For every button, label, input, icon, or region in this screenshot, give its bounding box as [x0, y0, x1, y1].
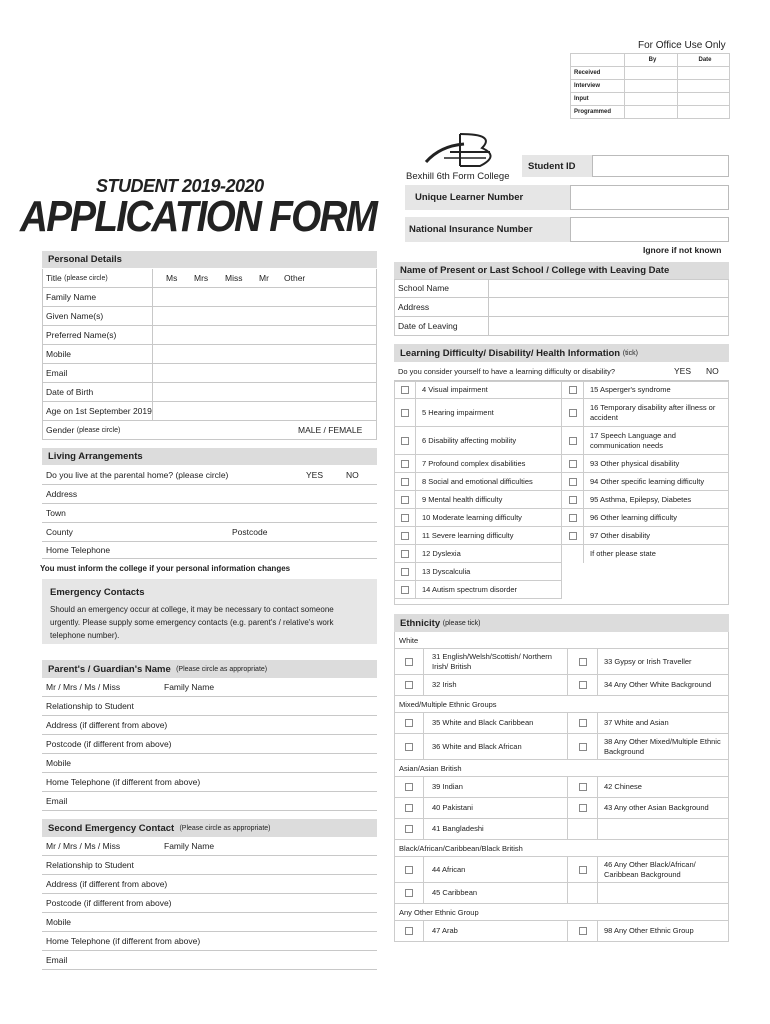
title-option-ms[interactable]: Ms	[166, 273, 178, 283]
checkbox-icon[interactable]	[401, 568, 409, 576]
ethnicity-option-label: 41 Bangladeshi	[424, 819, 568, 840]
ethnicity-heading: Ethnicity (please tick)	[394, 614, 729, 632]
school-name-field[interactable]: School Name	[394, 279, 729, 298]
guardian-home-tel-field[interactable]: Home Telephone (if different from above)	[42, 773, 377, 792]
gender-note: (please circle)	[76, 426, 121, 434]
title-note: (please circle)	[64, 274, 108, 282]
checkbox-icon[interactable]	[405, 783, 413, 791]
checkbox-icon[interactable]	[405, 825, 413, 833]
learning-yes[interactable]: YES	[674, 366, 692, 376]
second-mobile-field[interactable]: Mobile	[42, 913, 377, 932]
title-option-miss[interactable]: Miss	[225, 273, 243, 283]
college-name: Bexhill 6th Form College	[406, 171, 510, 182]
ethnicity-option-label: 36 White and Black African	[424, 734, 568, 760]
checkbox-icon[interactable]	[401, 460, 409, 468]
ethnicity-checkbox-cell[interactable]	[394, 883, 424, 904]
learning-checkbox-cell[interactable]	[394, 381, 416, 399]
learning-checkbox-cell[interactable]	[562, 509, 584, 527]
learning-checkbox-cell[interactable]	[394, 491, 416, 509]
guardian-email-field[interactable]: Email	[42, 792, 377, 811]
checkbox-icon[interactable]	[405, 889, 413, 897]
checkbox-icon[interactable]	[401, 386, 409, 394]
second-contact-note: (Please circle as appropriate)	[179, 824, 271, 832]
second-home-tel-field[interactable]: Home Telephone (if different from above)	[42, 932, 377, 951]
checkbox-icon[interactable]	[401, 478, 409, 486]
ethnicity-checkbox-cell[interactable]	[568, 857, 598, 883]
info-change-notice: You must inform the college if your personal information changes	[40, 564, 291, 573]
ethnicity-checkbox-cell[interactable]	[394, 675, 424, 696]
ethnicity-option-label: 45 Caribbean	[424, 883, 568, 904]
checkbox-icon[interactable]	[569, 386, 577, 394]
learning-option-label: 17 Speech Language and communication needs	[584, 427, 729, 455]
office-row-programmed: Programmed	[571, 106, 625, 119]
learning-option-label: 4 Visual impairment	[416, 381, 562, 399]
checkbox-icon[interactable]	[405, 681, 413, 689]
ethnicity-checkbox-cell[interactable]	[394, 921, 424, 942]
guardian-note: (Please circle as appropriate)	[176, 665, 268, 673]
ethnicity-checkbox-cell[interactable]	[394, 734, 424, 760]
ethnicity-option-label: 31 English/Welsh/Scottish/ Northern Irish/ British	[424, 649, 568, 675]
ethnicity-option-label: 98 Any Other Ethnic Group	[598, 921, 729, 942]
checkbox-icon[interactable]	[401, 437, 409, 445]
school-address-field[interactable]: Address	[394, 298, 729, 317]
checkbox-icon[interactable]	[405, 804, 413, 812]
gender-label: Gender	[46, 425, 75, 435]
learning-no[interactable]: NO	[706, 366, 719, 376]
office-use-table	[570, 53, 730, 119]
guardian-name-row[interactable]	[42, 678, 377, 697]
learning-checkbox-cell[interactable]	[562, 399, 584, 427]
learning-checkbox-cell[interactable]	[394, 427, 416, 455]
parental-home-row	[42, 466, 377, 485]
learning-checkbox-cell[interactable]	[562, 381, 584, 399]
living-heading: Living Arrangements	[42, 448, 377, 465]
checkbox-icon[interactable]	[569, 409, 577, 417]
learning-option-label: 96 Other learning difficulty	[584, 509, 729, 527]
gender-options[interactable]: MALE / FEMALE	[298, 425, 363, 435]
parental-home-question: Do you live at the parental home? (please circle)	[46, 470, 229, 480]
ethnicity-option-label: 42 Chinese	[598, 777, 729, 798]
student-id-field[interactable]	[592, 155, 729, 177]
checkbox-icon[interactable]	[401, 586, 409, 594]
ethnicity-checkbox-cell[interactable]	[394, 713, 424, 734]
parental-no[interactable]: NO	[346, 470, 359, 480]
ethnicity-checkbox-cell[interactable]	[394, 649, 424, 675]
checkbox-icon[interactable]	[579, 804, 587, 812]
ethnicity-group-label: Mixed/Multiple Ethnic Groups	[394, 696, 729, 713]
checkbox-icon[interactable]	[401, 496, 409, 504]
ethnicity-checkbox-cell[interactable]	[394, 777, 424, 798]
learning-option-label: 8 Social and emotional difficulties	[416, 473, 562, 491]
office-row-received: Received	[571, 67, 625, 80]
other-state-field[interactable]: If other please state	[584, 545, 729, 563]
guardian-address-field[interactable]: Address (if different from above)	[42, 716, 377, 735]
guardian-postcode-field[interactable]: Postcode (if different from above)	[42, 735, 377, 754]
learning-option-label: 93 Other physical disability	[584, 455, 729, 473]
checkbox-icon[interactable]	[569, 437, 577, 445]
date-of-leaving-field[interactable]: Date of Leaving	[394, 317, 729, 336]
learning-option-label: 16 Temporary disability after illness or accident	[584, 399, 729, 427]
ethnicity-checkbox-cell[interactable]	[394, 798, 424, 819]
county-label: County	[46, 527, 73, 537]
office-row-input: Input	[571, 93, 625, 106]
checkbox-icon[interactable]	[579, 927, 587, 935]
checkbox-icon[interactable]	[401, 409, 409, 417]
learning-option-label: 95 Asthma, Epilepsy, Diabetes	[584, 491, 729, 509]
checkbox-icon[interactable]	[569, 478, 577, 486]
ni-field[interactable]	[570, 217, 729, 242]
office-row-interview: Interview	[571, 80, 625, 93]
ethnicity-option-label: 44 African	[424, 857, 568, 883]
ethnicity-checkbox-cell[interactable]	[394, 857, 424, 883]
learning-question-row	[394, 362, 729, 381]
guardian-family-name: Family Name	[164, 682, 215, 692]
guardian-titles: Mr / Mrs / Ms / Miss	[46, 682, 121, 692]
ethnicity-option-label	[598, 883, 729, 904]
learning-option-label: 5 Hearing impairment	[416, 399, 562, 427]
ethnicity-option-label: 33 Gypsy or Irish Traveller	[598, 649, 729, 675]
learning-option-label: 15 Asperger's syndrome	[584, 381, 729, 399]
application-form-title: APPLICATION FORM	[20, 192, 377, 241]
ethnicity-tick-note: (please tick)	[442, 619, 481, 627]
age-field[interactable]: Age on 1st September 2019	[42, 402, 377, 421]
learning-checkbox-cell[interactable]	[562, 427, 584, 455]
learning-checkbox-cell[interactable]	[394, 581, 416, 599]
uln-label: Unique Learner Number	[405, 185, 570, 210]
ethnicity-option-label	[598, 819, 729, 840]
checkbox-icon[interactable]	[405, 743, 413, 751]
learning-checkbox-cell[interactable]	[394, 545, 416, 563]
learning-option-label: 12 Dyslexia	[416, 545, 562, 563]
ethnicity-option-label: 35 White and Black Caribbean	[424, 713, 568, 734]
guardian-heading: Parent's / Guardian's Name (Please circle as appropriate)	[42, 660, 377, 678]
second-address-field[interactable]: Address (if different from above)	[42, 875, 377, 894]
personal-details-heading: Personal Details	[42, 251, 377, 268]
title-option-mr[interactable]: Mr	[259, 273, 269, 283]
learning-tick-note: (tick)	[622, 349, 638, 357]
learning-checkbox-cell[interactable]	[394, 399, 416, 427]
checkbox-icon[interactable]	[579, 719, 587, 727]
student-id-label: Student ID	[522, 155, 592, 177]
ignore-note: Ignore if not known	[643, 245, 722, 255]
ethnicity-option-label: 46 Any Other Black/African/ Caribbean Background	[598, 857, 729, 883]
checkbox-icon[interactable]	[579, 866, 587, 874]
ethnicity-checkbox-cell	[568, 883, 598, 904]
checkbox-icon[interactable]	[405, 866, 413, 874]
emergency-text: Should an emergency occur at college, it may be necessary to contact someone urgently. Please supply some emergency contacts (e.g. parent's / relative's work telephone number).	[50, 605, 334, 640]
emergency-heading: Emergency Contacts	[50, 587, 145, 598]
address-field[interactable]: Address	[42, 485, 377, 504]
second-relationship-field[interactable]: Relationship to Student	[42, 856, 377, 875]
checkbox-icon[interactable]	[579, 743, 587, 751]
checkbox-icon[interactable]	[569, 460, 577, 468]
learning-option-label: 10 Moderate learning difficulty	[416, 509, 562, 527]
ethnicity-checkbox-cell[interactable]	[568, 777, 598, 798]
given-names-field[interactable]: Given Name(s)	[42, 307, 377, 326]
ethnicity-checkbox-cell[interactable]	[568, 798, 598, 819]
checkbox-icon[interactable]	[405, 658, 413, 666]
title-option-other[interactable]: Other	[284, 273, 306, 283]
email-field[interactable]: Email	[42, 364, 377, 383]
checkbox-icon[interactable]	[569, 514, 577, 522]
learning-checkbox-cell[interactable]	[562, 455, 584, 473]
ethnicity-option-label: 37 White and Asian	[598, 713, 729, 734]
title-row	[42, 269, 377, 288]
checkbox-icon[interactable]	[579, 783, 587, 791]
learning-checkbox-cell[interactable]	[562, 473, 584, 491]
checkbox-icon[interactable]	[401, 550, 409, 558]
town-field[interactable]: Town	[42, 504, 377, 523]
dob-field[interactable]: Date of Birth	[42, 383, 377, 402]
checkbox-icon[interactable]	[401, 514, 409, 522]
ethnicity-option-label: 34 Any Other White Background	[598, 675, 729, 696]
mobile-field[interactable]: Mobile	[42, 345, 377, 364]
ethnicity-checkbox-cell[interactable]	[568, 675, 598, 696]
office-col-by: By	[625, 54, 678, 67]
ethnicity-option-label: 47 Arab	[424, 921, 568, 942]
uln-field[interactable]	[570, 185, 729, 210]
guardian-mobile-field[interactable]: Mobile	[42, 754, 377, 773]
learning-option-label: 11 Severe learning difficulty	[416, 527, 562, 545]
learning-checkbox-cell[interactable]	[394, 455, 416, 473]
learning-option-label: 9 Mental health difficulty	[416, 491, 562, 509]
learning-option-label: 13 Dyscalculia	[416, 563, 562, 581]
checkbox-icon[interactable]	[401, 532, 409, 540]
learning-option-label: 14 Autism spectrum disorder	[416, 581, 562, 599]
parental-yes[interactable]: YES	[306, 470, 324, 480]
learning-option-label: 6 Disability affecting mobility	[416, 427, 562, 455]
college-logo-icon	[420, 130, 500, 172]
learning-option-label: 97 Other disability	[584, 527, 729, 545]
ethnicity-group-label: Asian/Asian British	[394, 760, 729, 777]
ethnicity-checkbox-cell[interactable]	[568, 649, 598, 675]
school-heading: Name of Present or Last School / College with Leaving Date	[394, 262, 729, 279]
checkbox-icon[interactable]	[579, 658, 587, 666]
learning-blank-cell	[562, 545, 584, 563]
second-name-row[interactable]	[42, 837, 377, 856]
ethnicity-option-label: 43 Any other Asian Background	[598, 798, 729, 819]
ni-label: National Insurance Number	[405, 217, 570, 242]
learning-checkbox-cell[interactable]	[394, 563, 416, 581]
learning-option-label: 7 Profound complex disabilities	[416, 455, 562, 473]
second-postcode-field[interactable]: Postcode (if different from above)	[42, 894, 377, 913]
checkbox-icon[interactable]	[579, 681, 587, 689]
checkbox-icon[interactable]	[569, 496, 577, 504]
family-name-field[interactable]: Family Name	[42, 288, 377, 307]
ethnicity-group-label: Any Other Ethnic Group	[394, 904, 729, 921]
ethnicity-group-label: Black/African/Caribbean/Black British	[394, 840, 729, 857]
home-telephone-field[interactable]: Home Telephone	[42, 542, 377, 559]
ethnicity-checkbox-cell[interactable]	[568, 734, 598, 760]
checkbox-icon[interactable]	[405, 927, 413, 935]
checkbox-icon[interactable]	[569, 532, 577, 540]
ethnicity-checkbox-cell[interactable]	[394, 819, 424, 840]
learning-checkbox-cell[interactable]	[562, 527, 584, 545]
guardian-relationship-field[interactable]: Relationship to Student	[42, 697, 377, 716]
learning-checkbox-cell[interactable]	[562, 491, 584, 509]
second-email-field[interactable]: Email	[42, 951, 377, 970]
learning-checkbox-cell[interactable]	[394, 473, 416, 491]
office-col-date: Date	[678, 54, 730, 67]
title-option-mrs[interactable]: Mrs	[194, 273, 209, 283]
learning-option-label: 94 Other specific learning difficulty	[584, 473, 729, 491]
second-contact-heading: Second Emergency Contact (Please circle as appropriate)	[42, 819, 377, 837]
ethnicity-checkbox-cell	[568, 819, 598, 840]
preferred-names-field[interactable]: Preferred Name(s)	[42, 326, 377, 345]
title-label: Title	[46, 273, 62, 283]
gender-row	[42, 421, 377, 440]
learning-question: Do you consider yourself to have a learning difficulty or disability?	[398, 366, 616, 376]
second-titles: Mr / Mrs / Ms / Miss	[46, 841, 121, 851]
ethnicity-group-label: White	[394, 632, 729, 649]
student-year: STUDENT 2019-2020	[96, 176, 264, 196]
learning-heading: Learning Difficulty/ Disability/ Health Information (tick)	[394, 344, 729, 362]
checkbox-icon[interactable]	[405, 719, 413, 727]
ethnicity-option-label: 38 Any Other Mixed/Multiple Ethnic Background	[598, 734, 729, 760]
postcode-label: Postcode	[232, 527, 268, 537]
county-row[interactable]	[42, 523, 377, 542]
ethnicity-option-label: 39 Indian	[424, 777, 568, 798]
ethnicity-option-label: 32 Irish	[424, 675, 568, 696]
learning-checkbox-cell[interactable]	[394, 527, 416, 545]
ethnicity-checkbox-cell[interactable]	[568, 921, 598, 942]
learning-checkbox-cell[interactable]	[394, 509, 416, 527]
second-family-name: Family Name	[164, 841, 215, 851]
office-use-title: For Office Use Only	[638, 40, 726, 51]
ethnicity-checkbox-cell[interactable]	[568, 713, 598, 734]
ethnicity-option-label: 40 Pakistani	[424, 798, 568, 819]
